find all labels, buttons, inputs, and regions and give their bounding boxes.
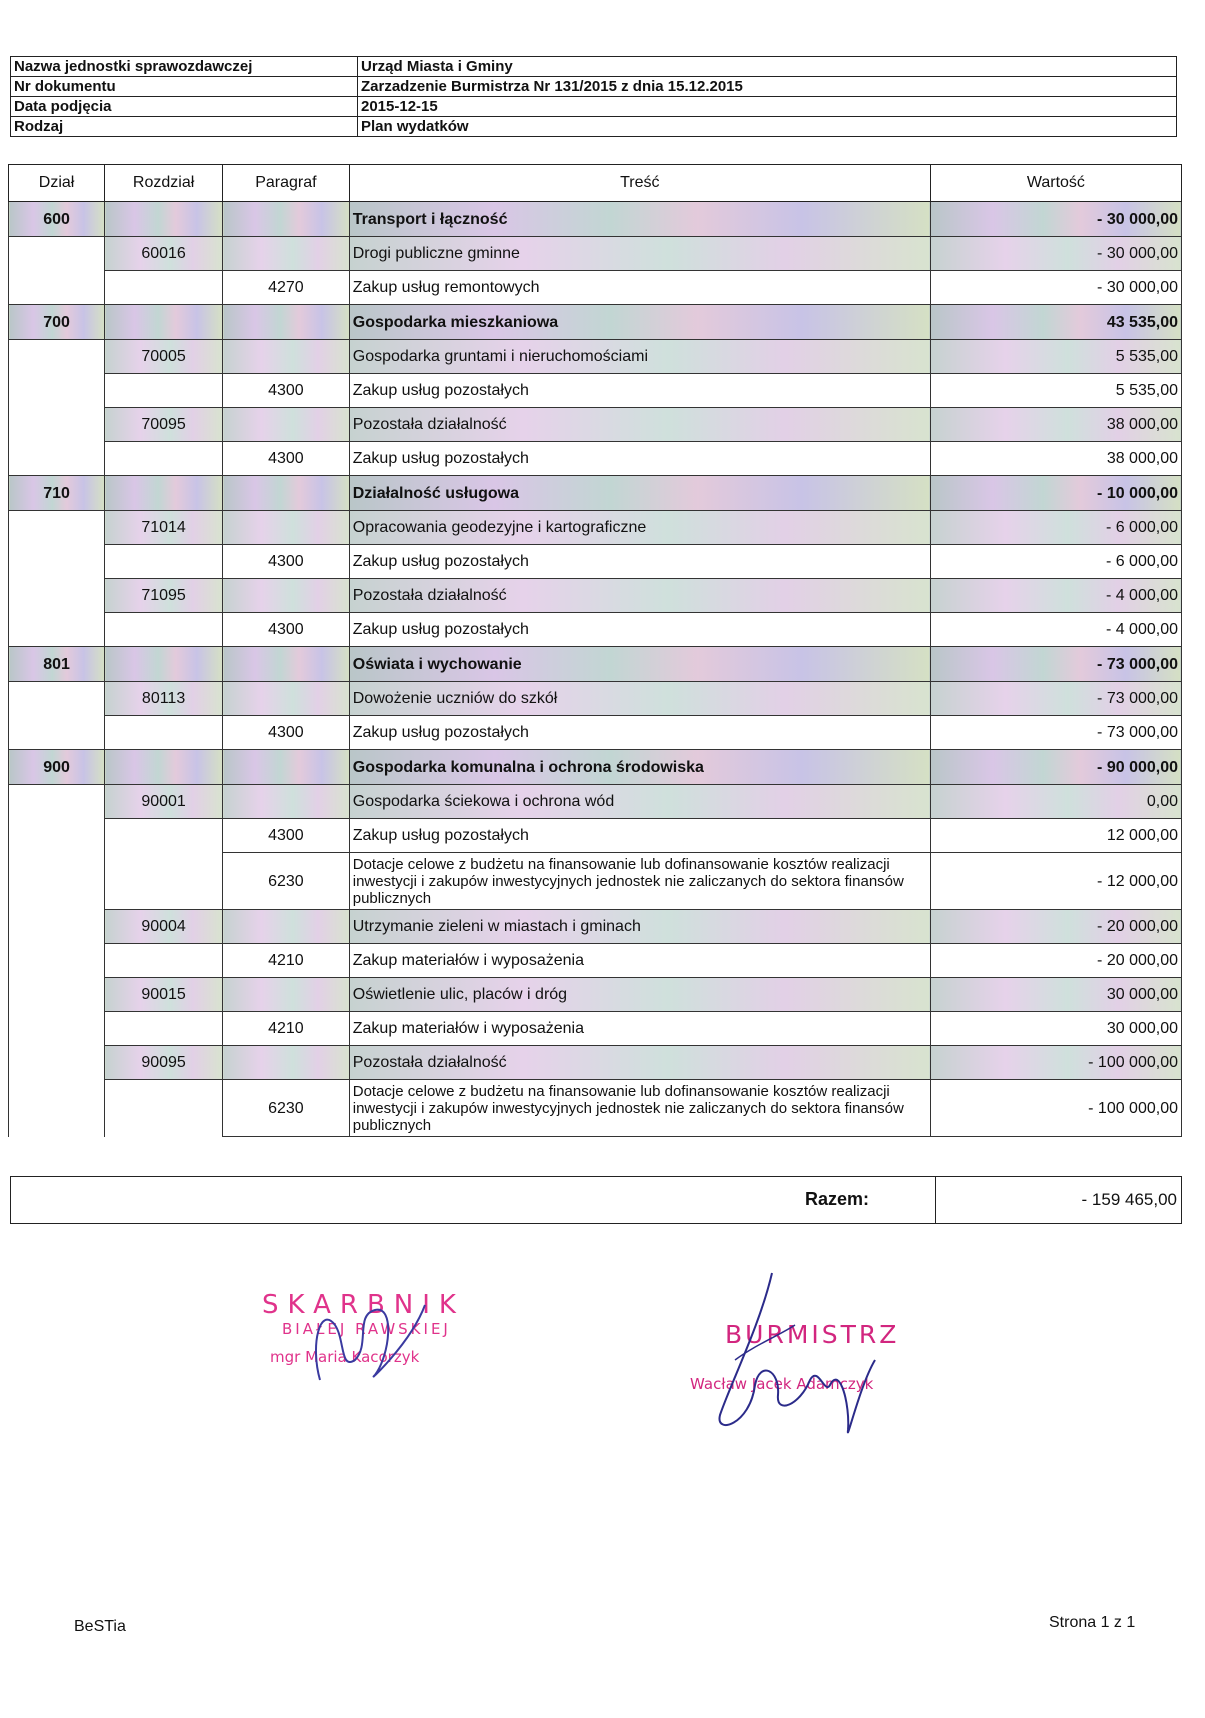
skarbnik-subtitle: BIAŁEJ RAWSKIEJ: [282, 1320, 451, 1338]
rozdzial-code: 60016: [105, 237, 223, 271]
row-text: Zakup usług pozostałych: [349, 442, 930, 476]
info-value: Urząd Miasta i Gminy: [358, 57, 1177, 77]
col-tresc: Treść: [349, 165, 930, 202]
table-row: [9, 1046, 1182, 1080]
paragraf-code: 4300: [223, 442, 350, 476]
paragraf-code: 4270: [223, 271, 350, 305]
row-text: Opracowania geodezyjne i kartograficzne: [349, 511, 930, 545]
burmistrz-signature: [700, 1265, 900, 1455]
footer-page: Strona 1 z 1: [1049, 1614, 1136, 1631]
document-info-table: [10, 56, 1177, 137]
info-value: 2015-12-15: [358, 97, 1177, 117]
paragraf-code: 6230: [223, 1080, 350, 1137]
burmistrz-name: Wacław Jacek Adamczyk: [690, 1375, 874, 1393]
paragraf-code: 4300: [223, 545, 350, 579]
row-value: 43 535,00: [930, 305, 1181, 340]
table-row: [9, 305, 1182, 340]
row-text: Zakup usług pozostałych: [349, 716, 930, 750]
table-row: [9, 237, 1182, 271]
row-value: 38 000,00: [930, 442, 1181, 476]
burmistrz-title: BURMISTRZ: [725, 1320, 900, 1349]
info-row: [11, 77, 1177, 97]
skarbnik-title: SKARBNIK: [262, 1290, 465, 1320]
table-row: [9, 613, 1182, 647]
table-row: [9, 853, 1182, 910]
row-value: - 100 000,00: [930, 1046, 1181, 1080]
row-text: Dowożenie uczniów do szkół: [349, 682, 930, 716]
row-text: Zakup usług pozostałych: [349, 374, 930, 408]
table-row: [9, 374, 1182, 408]
row-value: - 6 000,00: [930, 511, 1181, 545]
row-value: 5 535,00: [930, 340, 1181, 374]
row-value: - 20 000,00: [930, 944, 1181, 978]
rozdzial-code: 90015: [105, 978, 223, 1012]
paragraf-code: 4300: [223, 819, 350, 853]
info-key: Rodzaj: [11, 117, 358, 137]
rozdzial-code: 90095: [105, 1046, 223, 1080]
table-row: [9, 408, 1182, 442]
info-key: Nr dokumentu: [11, 77, 358, 97]
table-row: [9, 1080, 1182, 1137]
dzial-code: 700: [9, 305, 105, 340]
paragraf-code: 6230: [223, 853, 350, 910]
dzial-code: 900: [9, 750, 105, 785]
table-row: [9, 1012, 1182, 1046]
row-text: Pozostała działalność: [349, 1046, 930, 1080]
table-row: [9, 476, 1182, 511]
row-value: - 30 000,00: [930, 202, 1181, 237]
table-row: [9, 785, 1182, 819]
dzial-code: 600: [9, 202, 105, 237]
row-value: - 73 000,00: [930, 682, 1181, 716]
row-text: Zakup materiałów i wyposażenia: [349, 944, 930, 978]
row-text: Gospodarka mieszkaniowa: [349, 305, 930, 340]
paragraf-code: 4210: [223, 944, 350, 978]
paragraf-code: 4300: [223, 716, 350, 750]
table-row: [9, 647, 1182, 682]
info-row: [11, 97, 1177, 117]
rozdzial-code: 70005: [105, 340, 223, 374]
col-dzial: Dział: [9, 165, 105, 202]
rozdzial-code: 71014: [105, 511, 223, 545]
row-text: Pozostała działalność: [349, 579, 930, 613]
info-key: Nazwa jednostki sprawozdawczej: [11, 57, 358, 77]
row-text: Zakup materiałów i wyposażenia: [349, 1012, 930, 1046]
row-text: Dotacje celowe z budżetu na finansowanie lub dofinansowanie kosztów realizacji inwestycji i zakupów inwestycyjnych jednostek nie zaliczanych do sektora finansów publicznych: [349, 1080, 930, 1137]
info-value: Zarzadzenie Burmistrza Nr 131/2015 z dnia 15.12.2015: [358, 77, 1177, 97]
row-value: - 100 000,00: [930, 1080, 1181, 1137]
total-row: [10, 1176, 1182, 1224]
row-text: Oświata i wychowanie: [349, 647, 930, 682]
info-row: [11, 57, 1177, 77]
info-row: [11, 117, 1177, 137]
row-text: Pozostała działalność: [349, 408, 930, 442]
skarbnik-signature: [300, 1285, 450, 1395]
row-value: - 73 000,00: [930, 647, 1181, 682]
row-value: - 10 000,00: [930, 476, 1181, 511]
paragraf-code: 4300: [223, 374, 350, 408]
row-text: Gospodarka gruntami i nieruchomościami: [349, 340, 930, 374]
row-text: Gospodarka ściekowa i ochrona wód: [349, 785, 930, 819]
row-text: Zakup usług remontowych: [349, 271, 930, 305]
row-text: Gospodarka komunalna i ochrona środowiska: [349, 750, 930, 785]
row-text: Działalność usługowa: [349, 476, 930, 511]
row-value: 30 000,00: [930, 1012, 1181, 1046]
table-row: [9, 819, 1182, 853]
row-text: Drogi publiczne gminne: [349, 237, 930, 271]
table-row: [9, 579, 1182, 613]
expenditure-table: [8, 164, 1182, 1137]
table-row: [9, 202, 1182, 237]
total-label: Razem:: [804, 1189, 869, 1209]
table-row: [9, 750, 1182, 785]
table-row: [9, 682, 1182, 716]
row-value: - 4 000,00: [930, 579, 1181, 613]
row-value: 38 000,00: [930, 408, 1181, 442]
paragraf-code: 4210: [223, 1012, 350, 1046]
row-value: - 4 000,00: [930, 613, 1181, 647]
row-value: - 12 000,00: [930, 853, 1181, 910]
row-text: Transport i łączność: [349, 202, 930, 237]
row-value: - 20 000,00: [930, 910, 1181, 944]
rozdzial-code: 70095: [105, 408, 223, 442]
row-value: 0,00: [930, 785, 1181, 819]
table-row: [9, 978, 1182, 1012]
rozdzial-code: 80113: [105, 682, 223, 716]
row-text: Zakup usług pozostałych: [349, 613, 930, 647]
table-row: [9, 271, 1182, 305]
row-text: Zakup usług pozostałych: [349, 819, 930, 853]
col-wartosc: Wartość: [930, 165, 1181, 202]
dzial-code: 710: [9, 476, 105, 511]
table-row: [9, 340, 1182, 374]
rozdzial-code: 90001: [105, 785, 223, 819]
row-text: Dotacje celowe z budżetu na finansowanie lub dofinansowanie kosztów realizacji inwestycji i zakupów inwestycyjnych jednostek nie zaliczanych do sektora finansów publicznych: [349, 853, 930, 910]
skarbnik-name: mgr Maria Kacorzyk: [270, 1348, 420, 1366]
row-value: 5 535,00: [930, 374, 1181, 408]
col-paragraf: Paragraf: [223, 165, 350, 202]
table-row: [9, 910, 1182, 944]
rozdzial-code: 71095: [105, 579, 223, 613]
table-row: [9, 511, 1182, 545]
table-row: [9, 442, 1182, 476]
table-row: [9, 545, 1182, 579]
row-text: Oświetlenie ulic, placów i dróg: [349, 978, 930, 1012]
table-header-row: [9, 165, 1182, 202]
row-value: 12 000,00: [930, 819, 1181, 853]
row-value: - 90 000,00: [930, 750, 1181, 785]
paragraf-code: 4300: [223, 613, 350, 647]
row-value: - 30 000,00: [930, 271, 1181, 305]
info-value: Plan wydatków: [358, 117, 1177, 137]
dzial-code: 801: [9, 647, 105, 682]
col-rozdzial: Rozdział: [105, 165, 223, 202]
info-key: Data podjęcia: [11, 97, 358, 117]
row-value: - 73 000,00: [930, 716, 1181, 750]
table-row: [9, 716, 1182, 750]
row-value: 30 000,00: [930, 978, 1181, 1012]
footer-left: BeSTia: [74, 1618, 126, 1635]
total-value: - 159 465,00: [935, 1177, 1179, 1223]
row-text: Utrzymanie zieleni w miastach i gminach: [349, 910, 930, 944]
row-value: - 6 000,00: [930, 545, 1181, 579]
rozdzial-code: 90004: [105, 910, 223, 944]
row-value: - 30 000,00: [930, 237, 1181, 271]
row-text: Zakup usług pozostałych: [349, 545, 930, 579]
table-row: [9, 944, 1182, 978]
